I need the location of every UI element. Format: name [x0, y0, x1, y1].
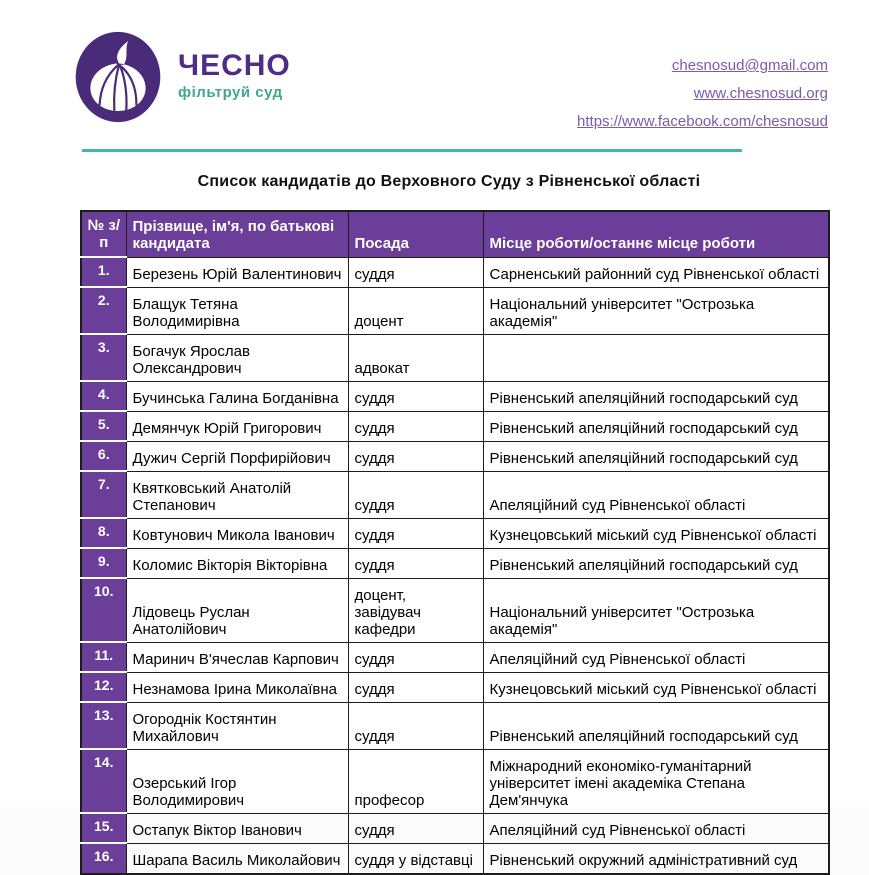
candidate-workplace: Рівненський апеляційний господарський суд — [483, 702, 829, 749]
table-row — [81, 471, 829, 518]
candidate-workplace: Рівненський апеляційний господарський суд — [483, 548, 829, 578]
candidate-name: Озерський Ігор Володимирович — [126, 749, 348, 813]
row-number: 4. — [81, 381, 126, 411]
table-body — [81, 257, 829, 874]
table-row — [81, 578, 829, 642]
table-row — [81, 257, 829, 287]
brand-name: ЧЕСНО — [178, 49, 291, 82]
row-number: 16. — [81, 843, 126, 874]
candidate-workplace: Міжнародний економіко-гуманітарний університет імені академіка Степана Дем'янчука — [483, 749, 829, 813]
candidate-workplace: Національний університет "Острозька академія" — [483, 287, 829, 334]
table-row — [81, 287, 829, 334]
facebook-link[interactable]: https://www.facebook.com/chesnosud — [577, 112, 828, 130]
candidate-position: суддя у відставці — [348, 843, 483, 874]
candidate-name: Березень Юрій Валентинович — [126, 257, 348, 287]
table-row — [81, 548, 829, 578]
table-row — [81, 334, 829, 381]
table-row — [81, 642, 829, 672]
candidate-name: Бучинська Галина Богданівна — [126, 381, 348, 411]
table-row — [81, 813, 829, 843]
candidate-name: Маринич В'ячеслав Карпович — [126, 642, 348, 672]
header-row — [81, 211, 829, 257]
candidate-workplace: Кузнецовський міський суд Рівненської області — [483, 518, 829, 548]
row-number: 2. — [81, 287, 126, 334]
col-header-workplace: Місце роботи/останнє місце роботи — [483, 211, 829, 257]
candidate-workplace — [483, 334, 829, 381]
candidate-position: суддя — [348, 257, 483, 287]
candidate-position: суддя — [348, 813, 483, 843]
col-header-position: Посада — [348, 211, 483, 257]
table-row — [81, 672, 829, 702]
candidate-name: Остапук Віктор Іванович — [126, 813, 348, 843]
page-title: Список кандидатів до Верховного Суду з Рівненської області — [197, 173, 701, 191]
row-number: 13. — [81, 702, 126, 749]
table-header — [81, 211, 829, 257]
table-row — [81, 441, 829, 471]
candidate-position: суддя — [348, 441, 483, 471]
masthead — [70, 30, 828, 135]
row-number: 14. — [81, 749, 126, 813]
candidate-name: Незнамова Ірина Миколаївна — [126, 672, 348, 702]
row-number: 12. — [81, 672, 126, 702]
candidate-position: доцент — [348, 287, 483, 334]
candidate-name: Демянчук Юрій Григорович — [126, 411, 348, 441]
candidate-position: суддя — [348, 702, 483, 749]
table-row — [81, 381, 829, 411]
candidate-workplace: Рівненський апеляційний господарський суд — [483, 381, 829, 411]
candidate-name: Шарапа Василь Миколайович — [126, 843, 348, 874]
candidate-position: суддя — [348, 381, 483, 411]
candidate-position: суддя — [348, 548, 483, 578]
brand-block — [70, 30, 291, 124]
candidate-name: Дужич Сергій Порфирійович — [126, 441, 348, 471]
candidate-name: Огороднік Костянтин Михайлович — [126, 702, 348, 749]
row-number: 10. — [81, 578, 126, 642]
candidate-name: Блащук Тетяна Володимирівна — [126, 287, 348, 334]
candidate-workplace: Апеляційний суд Рівненської області — [483, 471, 829, 518]
candidate-position: доцент, завідувач кафедри — [348, 578, 483, 642]
row-number: 9. — [81, 548, 126, 578]
candidate-position: суддя — [348, 518, 483, 548]
table-row — [81, 702, 829, 749]
contact-links — [577, 30, 828, 135]
candidate-workplace: Апеляційний суд Рівненської області — [483, 642, 829, 672]
candidate-workplace: Національний університет "Острозька академія" — [483, 578, 829, 642]
brand-tagline: фільтруй суд — [178, 83, 283, 101]
table-row — [81, 749, 829, 813]
website-link[interactable]: www.chesnosud.org — [693, 84, 828, 102]
table-row — [81, 411, 829, 441]
candidate-name: Лідовець Руслан Анатолійович — [126, 578, 348, 642]
row-number: 7. — [81, 471, 126, 518]
col-header-name: Прізвище, ім'я, по батькові кандидата — [126, 211, 348, 257]
candidate-position: суддя — [348, 672, 483, 702]
row-number: 1. — [81, 257, 126, 287]
email-link[interactable]: chesnosud@gmail.com — [671, 57, 828, 74]
brand-text — [178, 30, 291, 101]
candidate-workplace: Сарненський районний суд Рівненської області — [483, 257, 829, 287]
candidate-position: суддя — [348, 411, 483, 441]
row-number: 5. — [81, 411, 126, 441]
row-number: 15. — [81, 813, 126, 843]
row-number: 8. — [81, 518, 126, 548]
candidate-position: суддя — [348, 471, 483, 518]
candidate-name: Богачук Ярослав Олександрович — [126, 334, 348, 381]
candidate-workplace: Рівненський апеляційний господарський суд — [483, 411, 829, 441]
candidate-workplace: Рівненський окружний адміністративний суд — [483, 843, 829, 874]
candidate-name: Квятковський Анатолій Степанович — [126, 471, 348, 518]
col-header-number: № з/п — [81, 211, 126, 257]
teal-divider — [82, 149, 742, 152]
candidate-position: суддя — [348, 642, 483, 672]
table-row — [81, 518, 829, 548]
candidate-position: професор — [348, 749, 483, 813]
garlic-logo-icon — [72, 30, 164, 124]
candidate-workplace: Рівненський апеляційний господарський суд — [483, 441, 829, 471]
candidate-workplace: Апеляційний суд Рівненської області — [483, 813, 829, 843]
candidates-table — [80, 210, 830, 875]
table-row — [81, 843, 829, 874]
candidate-position: адвокат — [348, 334, 483, 381]
row-number: 6. — [81, 441, 126, 471]
candidate-name: Ковтунович Микола Іванович — [126, 518, 348, 548]
row-number: 3. — [81, 334, 126, 381]
candidate-workplace: Кузнецовський міський суд Рівненської області — [483, 672, 829, 702]
candidate-name: Коломис Вікторія Вікторівна — [126, 548, 348, 578]
row-number: 11. — [81, 642, 126, 672]
